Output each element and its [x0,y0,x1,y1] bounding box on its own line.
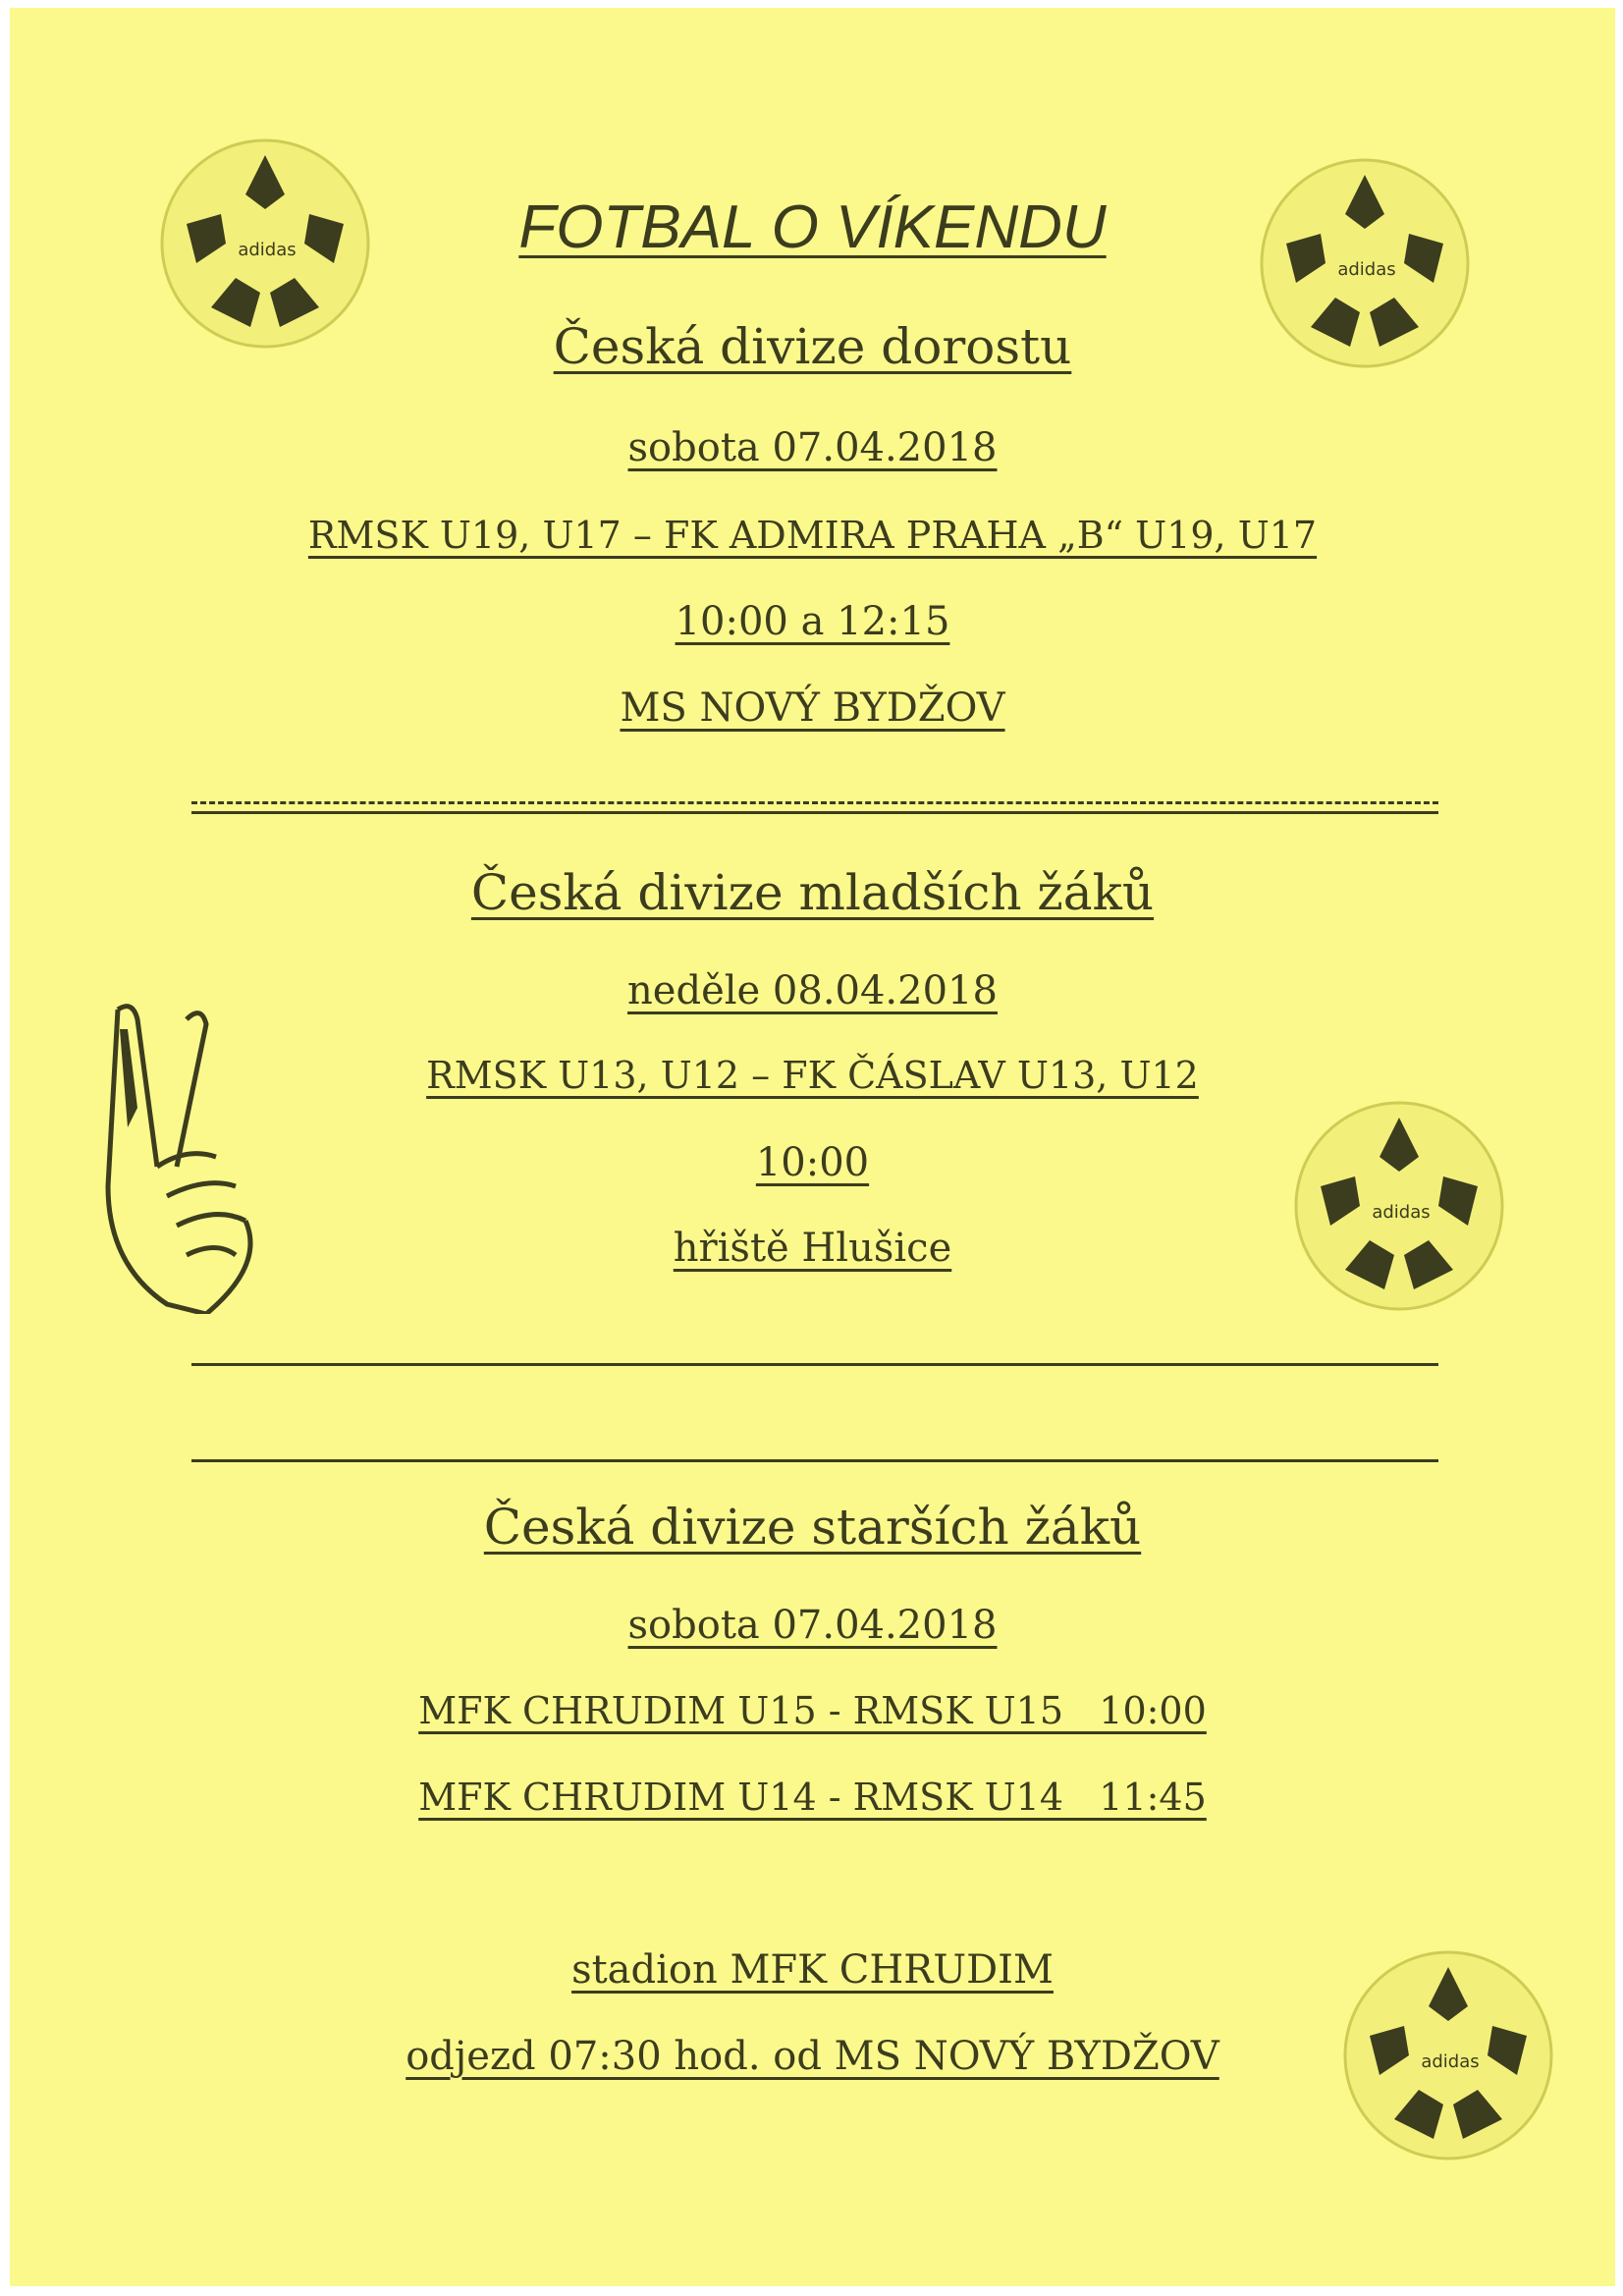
match-teams: RMSK U19, U17 – FK ADMIRA PRAHA „B“ U19, U17 [307,514,1318,557]
match-date: sobota 07.04.2018 [627,1603,998,1648]
match-venue: MS NOVÝ BYDŽOV [620,685,1005,731]
divider [191,811,1438,814]
match-teams: MFK CHRUDIM U15 - RMSK U15 10:00 [418,1689,1207,1732]
svg-text:adidas: adidas [1337,259,1396,280]
svg-text:adidas: adidas [1372,1202,1431,1223]
match-teams: RMSK U13, U12 – FK ČÁSLAV U13, U12 [426,1054,1199,1097]
divider [191,1363,1438,1366]
section-heading: Česká divize starších žáků [483,1499,1142,1556]
section-heading: Česká divize dorostu [553,318,1072,375]
match-time: 10:00 [755,1140,870,1185]
match-date: neděle 08.04.2018 [627,968,998,1013]
match-time: 10:00 a 12:15 [675,599,950,644]
match-venue: stadion MFK CHRUDIM [571,1947,1054,1993]
poster-title: FOTBAL O VÍKENDU [518,193,1107,261]
svg-text:adidas: adidas [1421,2051,1480,2072]
divider [191,1459,1438,1462]
divider [191,801,1438,804]
match-venue: hřiště Hlušice [673,1226,952,1271]
match-date: sobota 07.04.2018 [627,425,998,470]
departure-info: odjezd 07:30 hod. od MS NOVÝ BYDŽOV [406,2034,1219,2079]
section-heading: Česká divize mladších žáků [470,864,1155,921]
poster-page [10,8,1615,2286]
svg-text:adidas: adidas [238,240,297,260]
football-icon [1291,1098,1507,1314]
match-teams: MFK CHRUDIM U14 - RMSK U14 11:45 [418,1776,1207,1819]
